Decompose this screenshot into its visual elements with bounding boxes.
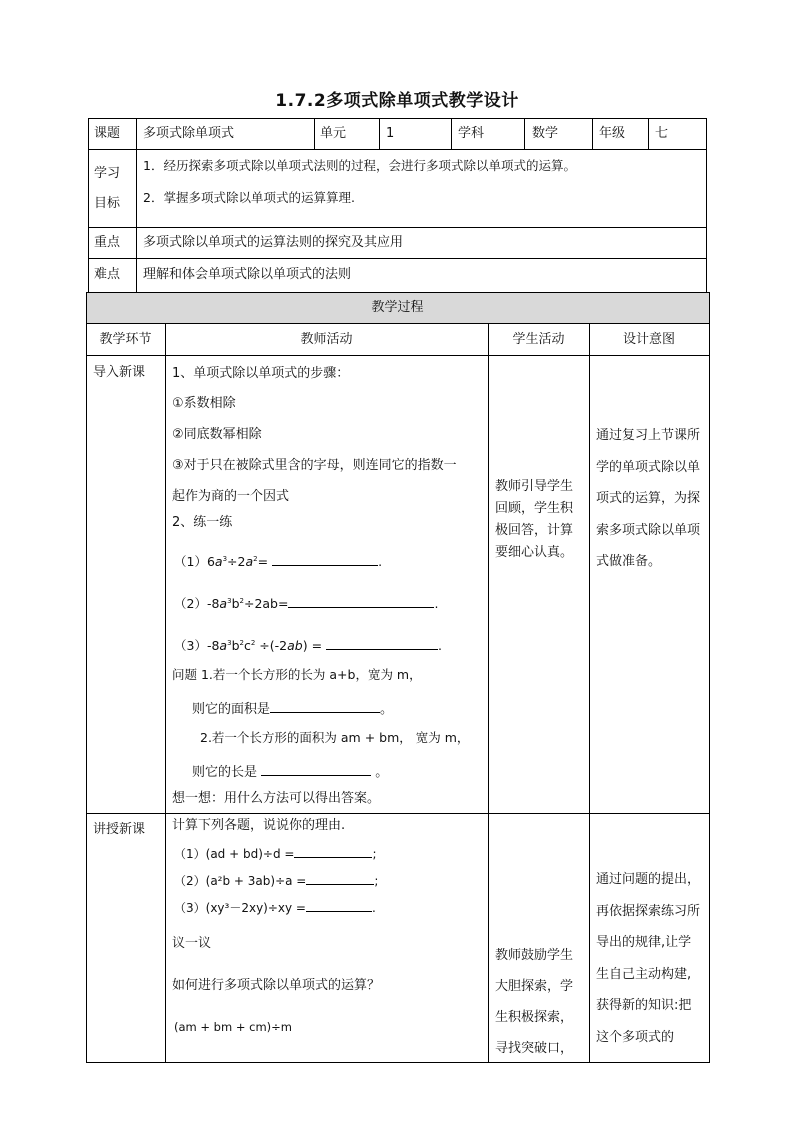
question-1-answer: 则它的面积是 。 — [192, 702, 394, 717]
answer-blank[interactable] — [261, 763, 371, 776]
discuss-heading: 议一议 — [172, 936, 212, 951]
lecture-exercise-1: （1）(ad + bd)÷d = ; — [174, 847, 377, 861]
topic-label: 课题 — [94, 126, 121, 141]
design-intent-2: 通过问题的提出，再依据探索练习所导出的规律,让学生自己主动构建,获得新的知识:把这个多项式的 — [596, 872, 701, 1045]
teacher-line: ③对于只在被除式里含的字母，则连同它的指数一 — [172, 458, 457, 473]
think-prompt: 想一想：用什么方法可以得出答案。 — [172, 791, 381, 806]
teacher-line: ①系数相除 — [172, 396, 236, 411]
lecture-exercise-3: （3）(xy³－2xy)÷xy = . — [174, 901, 376, 915]
stage-intro: 导入新课 — [93, 365, 146, 380]
table-line — [709, 292, 710, 1063]
discuss-expression: (am + bm + cm)÷m — [174, 1020, 292, 1034]
teacher-line: 1、单项式除以单项式的步骤： — [172, 366, 350, 381]
answer-blank[interactable] — [288, 595, 434, 608]
table-line — [314, 118, 315, 149]
table-line — [136, 118, 137, 292]
table-line — [86, 355, 709, 356]
student-activity-2: 教师鼓励学生大胆探索，学生积极探索，寻找突破口， — [495, 948, 574, 1056]
table-line — [524, 118, 525, 149]
question-2: 2.若一个长方形的面积为 am + bm， 宽为 m， — [200, 730, 470, 745]
subject-label: 学科 — [458, 126, 485, 141]
answer-blank[interactable] — [270, 700, 380, 713]
difficulty-label: 难点 — [94, 267, 121, 282]
table-line — [589, 323, 590, 1063]
design-intent-1: 通过复习上节课所学的单项式除以单项式的运算，为探索多项式除以单项式做准备。 — [596, 428, 701, 569]
exercise-3: $(3)-8a^3b^2c^2 \div(-2ab)$ = . — [174, 638, 443, 653]
table-line — [88, 118, 89, 292]
table-line — [86, 292, 87, 1063]
goal-1: 1．经历探索多项式除以单项式法则的过程，会进行多项式除以单项式的运算。 — [143, 158, 576, 173]
goal-2: 2．掌握多项式除以单项式的运算算理. — [143, 190, 355, 205]
goal-label: 学习 — [94, 166, 121, 181]
goal-label: 目标 — [94, 196, 121, 211]
table-line — [165, 323, 166, 1063]
column-stage: 教学环节 — [99, 332, 152, 347]
table-line — [379, 118, 380, 149]
table-line — [88, 118, 706, 119]
table-line — [592, 118, 593, 149]
lecture-intro: 计算下列各题，说说你的理由. — [172, 818, 346, 833]
table-line — [706, 118, 707, 292]
column-intent: 设计意图 — [622, 332, 675, 347]
table-line — [86, 323, 709, 324]
exercise-1: $(1)6a^3\div 2a^2=$ . — [174, 554, 383, 569]
difficulty-value: 理解和体会单项式除以单项式的法则 — [143, 267, 352, 282]
discuss-question: 如何进行多项式除以单项式的运算？ — [172, 978, 381, 993]
column-teacher: 教师活动 — [300, 332, 353, 347]
subject-value: 数学 — [532, 126, 559, 141]
topic-value: 多项式除单项式 — [143, 126, 235, 141]
table-line — [648, 118, 649, 149]
student-activity-1: 教师引导学生回顾，学生积极回答，计算要细心认真。 — [495, 479, 574, 560]
answer-blank[interactable] — [326, 637, 438, 650]
exercise-2: $(2)-8a^3b^2\div 2ab=$ . — [174, 596, 439, 611]
unit-label: 单元 — [320, 126, 347, 141]
key-label: 重点 — [94, 235, 121, 250]
question-1: 问题 1.若一个长方形的长为 a+b，宽为 m， — [172, 667, 422, 682]
table-line — [88, 258, 706, 259]
process-header: 教学过程 — [371, 300, 424, 315]
column-student: 学生活动 — [512, 332, 565, 347]
question-2-answer: 则它的长是 。 — [192, 765, 389, 780]
page-title: 1.7.2多项式除单项式教学设计 — [275, 91, 519, 111]
table-line — [488, 323, 489, 1063]
grade-label: 年级 — [599, 126, 626, 141]
teacher-line: 2、练一练 — [172, 515, 233, 530]
answer-blank[interactable] — [272, 553, 378, 566]
table-line — [88, 227, 706, 228]
answer-blank[interactable] — [306, 899, 372, 912]
teacher-line: ②同底数幂相除 — [172, 427, 262, 442]
table-line — [88, 149, 706, 150]
table-line — [451, 118, 452, 149]
table-line — [86, 813, 709, 814]
key-value: 多项式除以单项式的运算法则的探究及其应用 — [143, 235, 404, 250]
unit-value: 1 — [386, 126, 395, 141]
grade-value: 七 — [655, 126, 669, 141]
teacher-line: 起作为商的一个因式 — [172, 489, 290, 504]
lecture-exercise-2: （2）(a²b + 3ab)÷a = ; — [174, 874, 379, 888]
table-line — [86, 292, 709, 293]
answer-blank[interactable] — [294, 845, 372, 858]
table-line — [86, 1062, 709, 1063]
stage-lecture: 讲授新课 — [93, 822, 146, 837]
answer-blank[interactable] — [306, 872, 374, 885]
